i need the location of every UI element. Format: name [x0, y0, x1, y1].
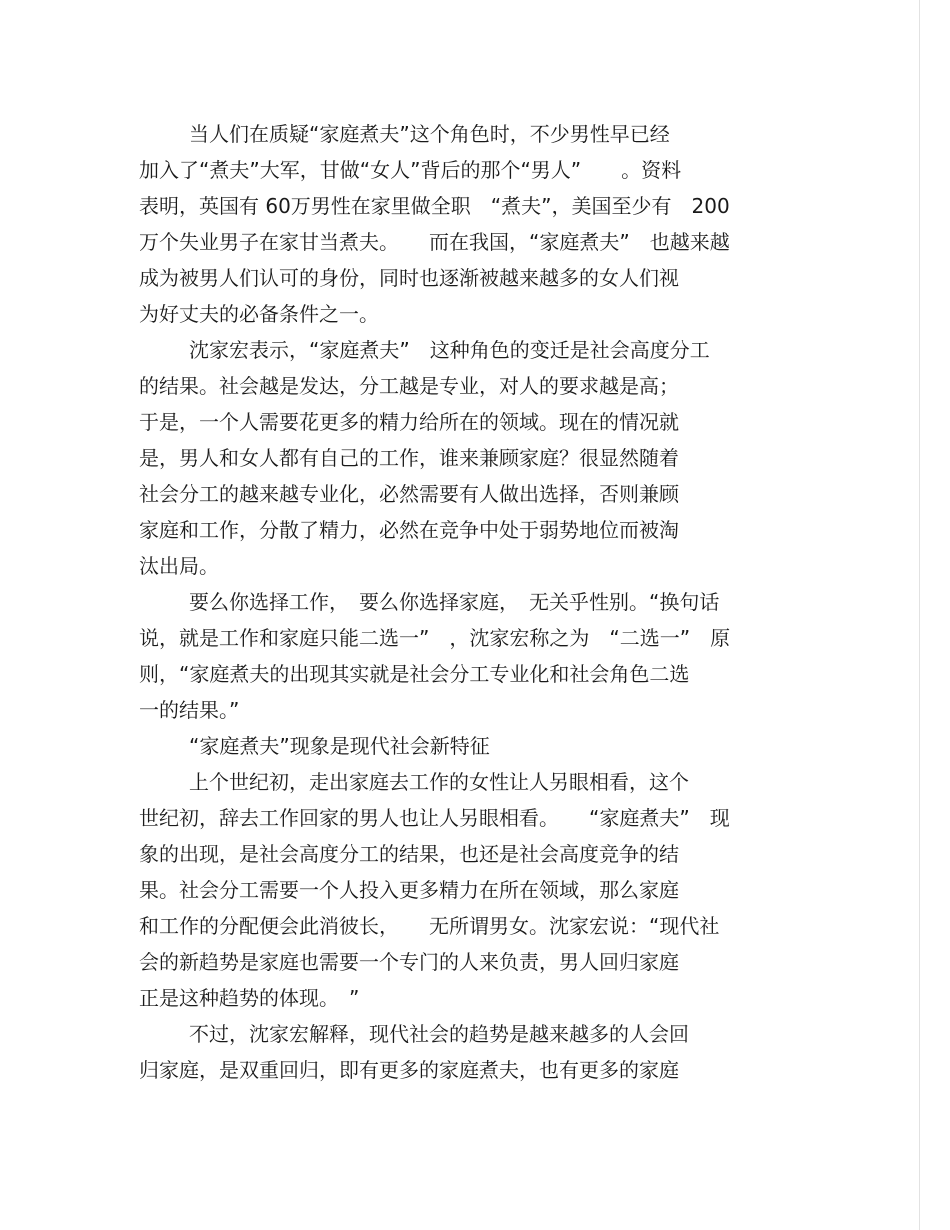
text-line: 正是这种趋势的体现。 ”	[139, 986, 360, 1010]
text-line: 归家庭，是双重回归，即有更多的家庭煮夫，也有更多的家庭	[139, 1058, 679, 1082]
text-line: 世纪初，辞去工作回家的男人也让人另眼相看。 “家庭煮夫” 现	[139, 806, 730, 830]
text-line: 要么你选择工作， 要么你选择家庭， 无关乎性别。“换句话	[189, 590, 720, 614]
text-line: 当人们在质疑“家庭煮夫”这个角色时，不少男性早已经	[189, 122, 670, 146]
text-line: 成为被男人们认可的身份，同时也逐渐被越来越多的女人们视	[139, 266, 679, 290]
text-line: 万个失业男子在家甘当煮夫。 而在我国，“家庭煮夫” 也越来越	[139, 230, 730, 254]
text-line: 是，男人和女人都有自己的工作，谁来兼顾家庭？很显然随着	[139, 446, 679, 470]
text-line: 为好丈夫的必备条件之一。	[139, 302, 379, 326]
text-line: 果。社会分工需要一个人投入更多精力在所在领域，那么家庭	[139, 878, 679, 902]
text-line: 说，就是工作和家庭只能二选一” ，沈家宏称之为 “二选一” 原	[139, 626, 731, 650]
text-line: “家庭煮夫”现象是现代社会新特征	[189, 734, 490, 758]
text-line: 加入了“煮夫”大军，甘做“女人”背后的那个“男人” 。资料	[139, 158, 682, 182]
text-line: 汰出局。	[139, 554, 219, 578]
body-text	[139, 116, 819, 1088]
text-line: 和工作的分配便会此消彼长， 无所谓男女。沈家宏说：“现代社	[139, 914, 720, 938]
text-line: 的结果。社会越是发达，分工越是专业，对人的要求越是高；	[139, 374, 679, 398]
text-line: 社会分工的越来越专业化，必然需要有人做出选择，否则兼顾	[139, 482, 679, 506]
text-line: 会的新趋势是家庭也需要一个专门的人来负责，男人回归家庭	[139, 950, 679, 974]
text-line: 上个世纪初，走出家庭去工作的女性让人另眼相看，这个	[189, 770, 689, 794]
text-line: 家庭和工作，分散了精力，必然在竞争中处于弱势地位而被淘	[139, 518, 679, 542]
text-line: 则，“家庭煮夫的出现其实就是社会分工专业化和社会角色二选	[139, 662, 690, 686]
text-line: 于是，一个人需要花更多的精力给所在的领域。现在的情况就	[139, 410, 679, 434]
text-line: 一的结果。”	[139, 698, 240, 722]
text-line: 沈家宏表示，“家庭煮夫” 这种角色的变迁是社会高度分工	[189, 338, 710, 362]
text-line: 象的出现，是社会高度分工的结果，也还是社会高度竞争的结	[139, 842, 679, 866]
text-line: 表明，英国有 60万男性在家里做全职 “煮夫”，美国至少有 200	[139, 194, 730, 218]
text-line: 不过，沈家宏解释，现代社会的趋势是越来越多的人会回	[189, 1022, 689, 1046]
